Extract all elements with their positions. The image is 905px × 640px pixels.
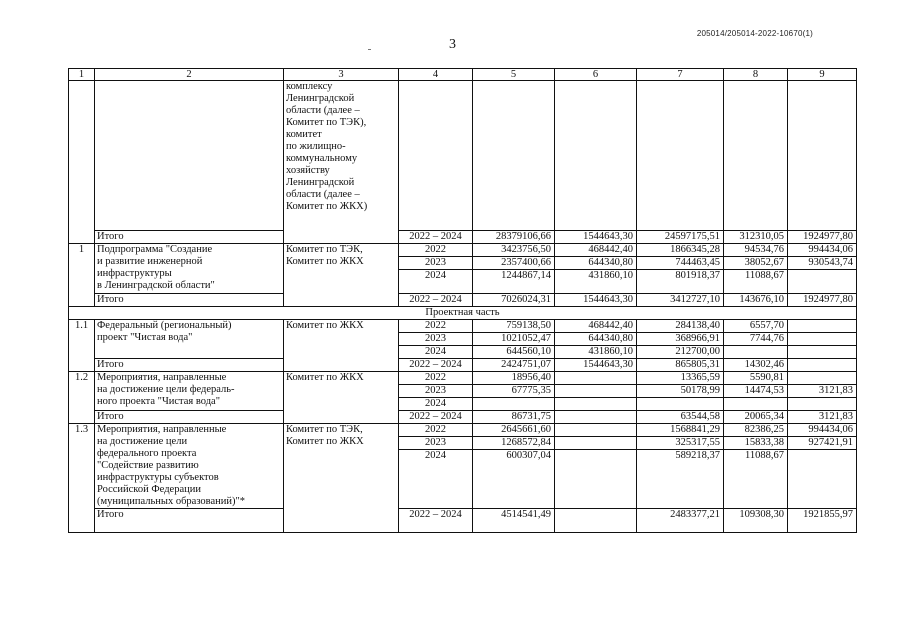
value-cell: 930543,74 [788,257,857,270]
value-cell: 15833,38 [724,437,788,450]
header-cell: 6 [555,69,637,81]
value-cell: 6557,70 [724,320,788,333]
value-cell [788,333,857,346]
header-cell: 9 [788,69,857,81]
value-cell: 7026024,31 [473,294,555,307]
total-label: Итого [95,411,284,424]
value-cell: 28379106,66 [473,231,555,244]
year-cell: 2023 [399,257,473,270]
total-label: Итого [95,359,284,372]
year-cell: 2023 [399,385,473,398]
value-cell: 1568841,29 [637,424,724,437]
header-cell: 1 [69,69,95,81]
value-cell: 1544643,30 [555,359,637,372]
value-cell: 759138,50 [473,320,555,333]
value-cell [724,346,788,359]
period-cell: 2022 – 2024 [399,359,473,372]
value-cell: 18956,40 [473,372,555,385]
value-cell [555,437,637,450]
section-title: Проектная часть [69,307,857,320]
year-cell: 2024 [399,450,473,509]
year-cell: 2022 [399,424,473,437]
total-label: Итого [95,294,284,307]
total-row [69,294,857,307]
value-cell: 325317,55 [637,437,724,450]
value-cell: 368966,91 [637,333,724,346]
value-cell: 1268572,84 [473,437,555,450]
value-cell: 468442,40 [555,320,637,333]
executor-cell: комплексу Ленинградской области (далее – Комитет по ТЭК), комитет по жилищно- коммунальному хозяйству Ленинградской области (далее – Комитет по ЖКХ) [284,81,399,244]
value-cell [788,346,857,359]
value-cell: 67775,35 [473,385,555,398]
value-cell: 312310,05 [724,231,788,244]
value-cell: 1021052,47 [473,333,555,346]
page-number: 3 [449,37,456,52]
total-label: Итого [95,509,284,533]
year-cell: 2022 [399,320,473,333]
period-cell: 2022 – 2024 [399,509,473,533]
value-cell [473,398,555,411]
value-cell: 589218,37 [637,450,724,509]
num-cell: 1 [69,244,95,307]
value-cell: 2424751,07 [473,359,555,372]
value-cell: 7744,76 [724,333,788,346]
value-cell: 38052,67 [724,257,788,270]
value-cell: 644340,80 [555,333,637,346]
value-cell [788,398,857,411]
num-cell [69,81,95,244]
header-cell: 2 [95,69,284,81]
period-cell: 2022 – 2024 [399,411,473,424]
year-cell: 2022 [399,244,473,257]
title-cell: Федеральный (региональный) проект "Чистая вода" [95,320,284,359]
header-cell: 7 [637,69,724,81]
title-cell [95,81,284,231]
value-cell: 143676,10 [724,294,788,307]
value-cell: 3121,83 [788,411,857,424]
value-cell: 14302,46 [724,359,788,372]
value-cell: 994434,06 [788,244,857,257]
value-cell: 801918,37 [637,270,724,294]
value-cell: 1924977,80 [788,231,857,244]
period-cell: 2022 – 2024 [399,231,473,244]
title-cell: Мероприятия, направленные на достижение цели федераль- ного проекта "Чистая вода" [95,372,284,411]
total-label: Итого [95,231,284,244]
budget-table [68,68,857,533]
value-cell: 1921855,97 [788,509,857,533]
value-cell: 94534,76 [724,244,788,257]
value-cell: 11088,67 [724,270,788,294]
value-cell: 644560,10 [473,346,555,359]
total-row [69,411,857,424]
period-cell: 2022 – 2024 [399,294,473,307]
value-cell [555,372,637,385]
value-cell: 2483377,21 [637,509,724,533]
year-row [69,424,857,437]
value-cell: 212700,00 [637,346,724,359]
value-cell [555,385,637,398]
value-cell: 11088,67 [724,450,788,509]
value-cell: 2645661,60 [473,424,555,437]
year-row [69,244,857,257]
header-cell: 4 [399,69,473,81]
year-cell: 2023 [399,333,473,346]
value-cell: 644340,80 [555,257,637,270]
value-cell: 3121,83 [788,385,857,398]
value-cell [555,411,637,424]
value-cell: 63544,58 [637,411,724,424]
value-cell: 468442,40 [555,244,637,257]
value-cell: 1544643,30 [555,294,637,307]
value-cell [788,450,857,509]
value-cell: 13365,59 [637,372,724,385]
value-cell: 1866345,28 [637,244,724,257]
value-cell [724,398,788,411]
year-cell: 2023 [399,437,473,450]
value-cell [555,450,637,509]
year-cell: 2022 [399,372,473,385]
executor-cell: Комитет по ТЭК, Комитет по ЖКХ [284,424,399,533]
value-cell [555,509,637,533]
year-cell: 2024 [399,398,473,411]
document-id: 205014/205014-2022-10670(1) [696,29,813,38]
total-row [69,231,857,244]
value-cell: 994434,06 [788,424,857,437]
header-row [69,69,857,81]
value-cell: 284138,40 [637,320,724,333]
value-cell [788,270,857,294]
value-cell: 600307,04 [473,450,555,509]
num-cell: 1.1 [69,320,95,372]
title-cell: Мероприятия, направленные на достижение цели федерального проекта "Содействие развитию инфраструктуры субъектов Российской Федерации (муниципальных образований)"* [95,424,284,509]
year-cell: 2024 [399,346,473,359]
value-cell: 3423756,50 [473,244,555,257]
num-cell: 1.3 [69,424,95,533]
section-row [69,307,857,320]
total-row [69,359,857,372]
value-cell: 431860,10 [555,270,637,294]
continuation-row [69,81,857,231]
value-cell [788,320,857,333]
value-cell: 4514541,49 [473,509,555,533]
header-cell: 5 [473,69,555,81]
value-cell [555,398,637,411]
value-cell [555,424,637,437]
total-row [69,509,857,533]
executor-cell: Комитет по ЖКХ [284,372,399,424]
value-cell: 744463,45 [637,257,724,270]
year-cell: 2024 [399,270,473,294]
title-cell: Подпрограмма "Создание и развитие инженерной инфраструктуры в Ленинградской области" [95,244,284,294]
value-cell: 2357400,66 [473,257,555,270]
executor-cell: Комитет по ЖКХ [284,320,399,372]
value-cell: 14474,53 [724,385,788,398]
value-cell: 20065,34 [724,411,788,424]
value-cell [637,398,724,411]
year-row [69,320,857,333]
value-cell: 431860,10 [555,346,637,359]
value-cell: 82386,25 [724,424,788,437]
value-cell [788,372,857,385]
value-cell: 1544643,30 [555,231,637,244]
scan-speck [368,49,371,50]
value-cell: 50178,99 [637,385,724,398]
value-cell [788,359,857,372]
value-cell: 24597175,51 [637,231,724,244]
value-cell: 109308,30 [724,509,788,533]
value-cell: 3412727,10 [637,294,724,307]
value-cell: 5590,81 [724,372,788,385]
value-cell: 1244867,14 [473,270,555,294]
value-cell: 865805,31 [637,359,724,372]
value-cell: 1924977,80 [788,294,857,307]
header-cell: 8 [724,69,788,81]
value-cell: 927421,91 [788,437,857,450]
header-cell: 3 [284,69,399,81]
executor-cell: Комитет по ТЭК, Комитет по ЖКХ [284,244,399,307]
year-row [69,372,857,385]
value-cell: 86731,75 [473,411,555,424]
num-cell: 1.2 [69,372,95,424]
